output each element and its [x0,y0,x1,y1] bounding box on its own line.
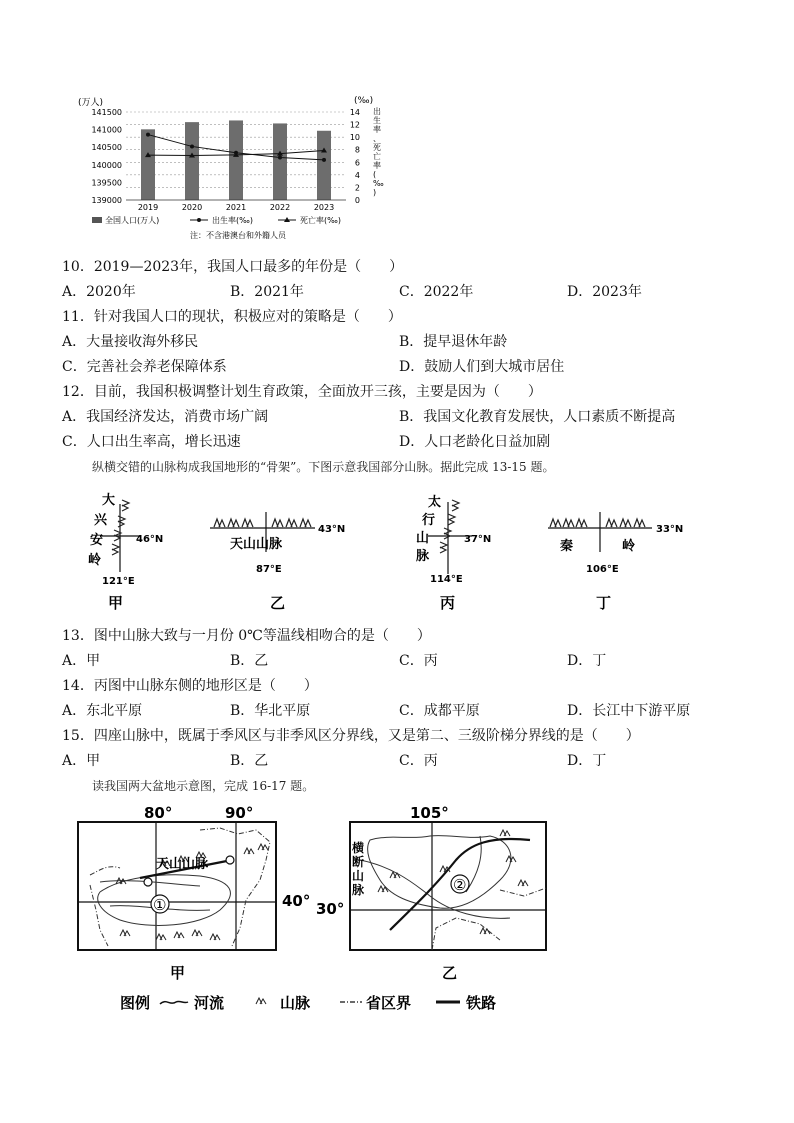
right-tick-label: 6 [354,158,360,168]
figure-bing [416,494,491,612]
figure-yi [210,512,345,612]
right-tick-label: 4 [354,170,360,180]
birth-rate-point [190,144,194,148]
map-yi-mountain-1: 横 [352,841,365,855]
x-tick-label: 2023 [313,203,335,212]
population-chart [60,92,390,244]
map-yi [316,804,546,982]
legend-boundary: 省区界 [366,994,412,1012]
population-bar [185,122,199,200]
q14-option-a[interactable]: A．东北平原 [62,703,143,719]
question-12-stem: 12．目前，我国积极调整计划生育政策，全面放开三孩，主要是因为（ ） [62,384,542,400]
ding-label: 丁 [596,594,612,612]
q14-option-c[interactable]: C．成都平原 [399,703,480,719]
legend-title: 图例 [120,994,151,1012]
map-yi-label: 乙 [442,964,458,982]
basin-maps [60,800,560,1022]
figure-ding [548,512,683,612]
right-tick-label: 0 [354,196,360,205]
legend-mountain: 山脉 [280,994,311,1012]
right-label-char: 率 [373,161,381,170]
ding-name-1: 秦 [560,539,574,554]
question-14-stem: 14．丙图中山脉东侧的地形区是（ ） [62,678,318,694]
q10-option-b[interactable]: B．2021年 [230,284,304,300]
jia-name-3: 安 [90,533,104,548]
q11-option-c[interactable]: C．完善社会养老保障体系 [62,359,227,375]
question-13-stem: 13．图中山脉大致与一月份 0℃等温线相吻合的是（ ） [62,628,431,644]
legend-river: 河流 [194,994,225,1012]
jia-name-2: 兴 [94,513,108,528]
bing-lon: 114°E [430,574,463,585]
birth-rate-point [322,158,326,162]
question-11-stem: 11．针对我国人口的现状，积极应对的策略是（ ） [62,309,402,325]
question-10-stem: 10．2019—2023年，我国人口最多的年份是（ ） [62,259,404,275]
left-tick-label: 140500 [91,143,122,153]
birth-rate-point [278,155,282,159]
legend-pop-label: 全国人口(万人) [105,216,160,225]
left-tick-label: 141500 [91,108,122,117]
jia-name-4: 岭 [88,553,102,568]
left-tick-label: 141000 [91,125,122,135]
bing-name-4: 脉 [416,549,430,564]
legend-birth-marker [197,218,201,222]
right-axis-title [373,106,384,197]
right-tick-label: 8 [354,145,360,155]
x-tick-label: 2020 [181,203,203,212]
q12-option-d[interactable]: D．人口老龄化日益加剧 [399,434,551,450]
ding-name-2: 岭 [622,539,636,554]
legend-mountain-icon [256,998,266,1004]
bing-name-1: 太 [428,495,442,510]
population-bar [229,120,243,200]
right-label-char: 、 [373,134,381,143]
left-tick-label: 139500 [91,178,122,188]
ding-lon: 106°E [586,564,619,575]
q13-option-d[interactable]: D．丁 [567,653,607,669]
right-tick-label: 2 [354,183,360,193]
map-yi-mountain-2: 断 [352,855,365,869]
right-label-char: ‰ [373,179,384,188]
map-yi-mountain-3: 山 [352,869,365,883]
q14-option-d[interactable]: D．长江中下游平原 [567,703,691,719]
right-label-char: 死 [373,143,381,152]
q10-option-c[interactable]: C．2022年 [399,284,474,300]
bing-lat: 37°N [464,534,492,545]
map-jia-label: 甲 [170,964,186,982]
figure-jia [88,492,163,612]
mountain-figures [60,484,700,618]
chart-note: 注：不含港澳台和外籍人员 [190,231,286,240]
map-yi-lon: 105° [410,804,449,822]
bing-name-2: 行 [422,513,436,528]
map-legend [120,994,496,1012]
jia-label: 甲 [108,594,124,612]
right-label-char: 生 [373,116,381,125]
map-yi-marker: ② [453,876,467,894]
q12-option-a[interactable]: A．我国经济发达，消费市场广阔 [62,409,269,425]
q12-option-b[interactable]: B．我国文化教育发展快，人口素质不断提高 [399,409,676,425]
yi-label: 乙 [270,594,286,612]
right-label-char: 亡 [373,152,381,161]
jia-lon: 121°E [102,576,135,587]
jia-name-1: 大 [102,493,116,508]
x-tick-label: 2022 [269,203,291,212]
q11-option-b[interactable]: B．提早退休年龄 [399,334,508,350]
right-label-char: ( [373,170,377,179]
intro-13-15: 纵横交错的山脉构成我国地形的“骨架”。下图示意我国部分山脉。据此完成 13-15 题。 [92,460,555,474]
yi-lat: 43°N [318,524,346,535]
right-tick-label: 10 [349,133,360,143]
right-label-char: 率 [373,125,381,134]
intro-16-17: 读我国两大盆地示意图，完成 16-17 题。 [92,779,315,793]
right-label-char: 出 [373,107,381,116]
yi-lon: 87°E [256,564,282,575]
x-tick-label: 2019 [137,203,159,212]
q13-option-b[interactable]: B．乙 [230,653,269,669]
right-tick-label: 12 [349,120,360,130]
legend-river-icon [160,1001,188,1004]
right-tick-label: 14 [349,108,360,117]
q11-option-a[interactable]: A．大量接收海外移民 [62,334,199,350]
legend-pop-swatch [92,217,102,223]
q11-option-d[interactable]: D．鼓励人们到大城市居住 [399,359,565,375]
map-jia-lon1: 80° [144,804,173,822]
q15-option-a[interactable]: A．甲 [62,753,101,769]
map-jia-mountain: 天山山脉 [156,857,209,872]
ding-lat: 33°N [656,524,684,535]
bing-label: 丙 [440,594,456,612]
question-15-stem: 15．四座山脉中，既属于季风区与非季风区分界线，又是第二、三级阶梯分界线的是（ ） [62,728,640,744]
q15-option-d[interactable]: D．丁 [567,753,607,769]
right-label-char: ) [373,188,377,197]
legend-railway: 铁路 [466,994,497,1012]
map-jia-marker: ① [153,896,167,914]
left-tick-label: 140000 [91,160,122,170]
q15-option-c[interactable]: C．丙 [399,753,438,769]
left-tick-label: 139000 [91,196,122,205]
left-unit-label: (万人) [78,98,104,108]
jia-lat: 46°N [136,534,164,545]
yi-name: 天山山脉 [230,537,283,552]
population-bar [317,131,331,200]
map-jia-lat: 40° [282,892,311,910]
q15-option-b[interactable]: B．乙 [230,753,269,769]
legend-death-label: 死亡率(‰) [300,216,341,225]
map-jia [78,804,310,982]
x-tick-label: 2021 [225,203,247,212]
map-jia-lon2: 90° [225,804,254,822]
map-yi-mountain-4: 脉 [352,883,365,897]
q14-option-b[interactable]: B．华北平原 [230,703,311,719]
population-bar [273,123,287,200]
q12-option-c[interactable]: C．人口出生率高，增长迅速 [62,434,241,450]
q13-option-a[interactable]: A．甲 [62,653,101,669]
right-unit-label: (‰) [354,96,374,106]
q10-option-a[interactable]: A．2020年 [62,284,136,300]
bing-name-3: 山 [416,531,430,546]
q13-option-c[interactable]: C．丙 [399,653,438,669]
population-bar [141,129,155,200]
legend-birth-label: 出生率(‰) [212,216,253,225]
q10-option-d[interactable]: D．2023年 [567,284,642,300]
birth-rate-point [146,133,150,137]
map-yi-lat: 30° [316,900,345,918]
